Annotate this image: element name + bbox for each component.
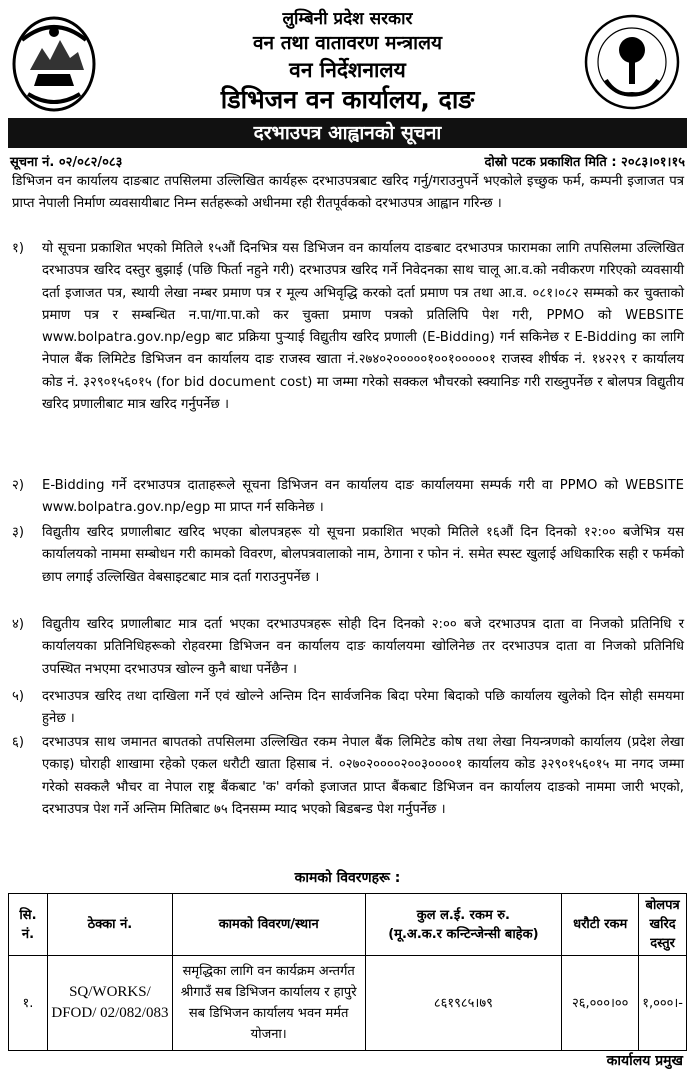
header-cost-line2: (मू.अ.क.र कन्टिन्जेन्सी बाहेक) bbox=[388, 926, 539, 942]
header-deposit: धरौटी रकम bbox=[562, 894, 639, 956]
header-cost-line1: कुल ल.ई. रकम रु. bbox=[416, 907, 510, 923]
item-text: विद्युतीय खरिद प्रणालीबाट मात्र दर्ता भएका दरभाउपत्रहरू सोही दिन दिनको २:०० बजे दरभाउपत्र दाता वा निजको प्रतिनिधि र कार्यालयका प्रतिनिधिहरूको रोहवरमा डिभिजन वन कार्यालय दाङ कार्यालयमा खोलिनेछ तर दरभाउपत्र दाता वा निजको प्रतिनिधि उपस्थित नभएमा दरभाउपत्र खोल्न कुनै बाधा पर्नेछैन । bbox=[42, 617, 684, 677]
header-description: कामको विवरण/स्थान bbox=[172, 894, 365, 956]
row-description: समृद्धिका लागि वन कार्यक्रम अन्तर्गत श्रीगाउँ सब डिभिजन कार्यालय र हापुरे सब डिभिजन कार्यालय भवन मर्मत योजना। bbox=[172, 956, 365, 1051]
intro-paragraph: डिभिजन वन कार्यालय दाङबाट तपसिलमा उल्लिखित कार्यहरू दरभाउपत्रबाट खरिद गर्नु/गराउनुपर्ने भएकोले इच्छुक फर्म, कम्पनी इजाजत पत्र प्राप्त नेपाली निर्माण व्यवसायीबाट निम्न सर्तहरूको अधीनमा रही रीतपूर्वकको दरभाउपत्र आह्वान गरिन्छ । bbox=[12, 174, 684, 212]
row-contract: SQ/WORKS/ DFOD/ 02/082/083 bbox=[47, 956, 172, 1051]
item-text: दरभाउपत्र खरिद तथा दाखिला गर्ने एवं खोल्ने अन्तिम दिन सार्वजनिक बिदा परेमा बिदाको पछि कार्यालय खुलेको दिन सोही समयमा हुनेछ । bbox=[42, 689, 684, 727]
condition-item bbox=[12, 686, 684, 732]
item-text: यो सूचना प्रकाशित भएको मितिले १५औं दिनभित्र यस डिभिजन वन कार्यालय दाङबाट दरभाउपत्र फारामका लागि तपसिलमा उल्लिखित दरभाउपत्र खरिद दस्तुर बुझाई (पछि फिर्ता नहुने गरी) दरभाउपत्र खरिद गर्ने निवेदनका साथ चालू आ.व.को नवीकरण गरिएको व्यवसायी दर्ता इजाजत पत्र, स्थायी लेखा नम्बर प्रमाण पत्र र मूल्य अभिवृद्धि करको दर्ता प्रमाण पत्र तथा आ.व. ०८१।०८२ सम्मको कर चुक्ताको प्रमाण पत्र र सम्बन्धित न.पा/गा.पा.को कर चुक्ता प्रमाण पत्रको प्रतिलिपि पेश गरी, PPMO को WEBSITE www.bolpatra.gov.np/egp बाट प्रक्रिया पुऱ्याई विद्युतीय खरिद प्रणाली (E-Bidding) गर्न सकिनेछ र E-Bidding का लागि नेपाल बैंक लिमिटेड डिभिजन वन कार्यालय दाङ राजस्व खाता नं.२७४०२०००००१००१०००००१ राजस्व शीर्षक नं. १४२२९ र कार्यालय कोड नं. ३२९०१५६०१५ (for bid document cost) मा जम्मा गरेको सक्कल भौचरको स्क्यानिङ गरी राख्नुपर्नेछ र बोलपत्र विद्युतीय खरिद प्रणालीबाट मात्र खरिद गर्नुपर्नेछ । bbox=[42, 241, 684, 413]
works-subtitle: कामको विवरणहरू : bbox=[294, 870, 401, 886]
row-sn: १. bbox=[9, 956, 48, 1051]
office-chief-signature: कार्यालय प्रमुख bbox=[606, 1053, 683, 1069]
item-number: १) bbox=[12, 241, 25, 256]
row-fee: १,०००।- bbox=[639, 956, 687, 1051]
works-table bbox=[8, 893, 687, 1051]
item-text: दरभाउपत्र साथ जमानत बापतको तपसिलमा उल्लिखित रकम नेपाल बैंक लिमिटेड कोष तथा लेखा नियन्त्रणको कार्यालय (प्रदेश लेखा एकाइ) घोराही शाखामा रहेको एकल धरौटी खाता हिसाब नं. ०२७०२००००२००३००००१ कार्यालय कोड ३२९०१५६०१५ मा नगद जम्मा गरेको सक्कलै भौचर वा नेपाल राष्ट्र बैंकबाट 'क' वर्गको इजाजत प्राप्त बैंकबाट डिभिजन वन कार्यालय दाङको नाममा जारी भएको, दरभाउपत्र पेश गर्ने अन्तिम मितिबाट ७५ दिनसम्म म्याद भएको बिडबन्ड पेश गर्नुपर्नेछ । bbox=[42, 735, 684, 817]
province-name: लुम्बिनी प्रदेश सरकार bbox=[282, 9, 413, 29]
table-header-row bbox=[9, 894, 687, 956]
item-number: ३) bbox=[12, 525, 25, 540]
item-number: ५) bbox=[12, 689, 25, 704]
condition-item bbox=[12, 732, 684, 821]
header-fee: बोलपत्र खरिद दस्तुर bbox=[639, 894, 687, 956]
header-contract: ठेक्का नं. bbox=[47, 894, 172, 956]
item-number: ४) bbox=[12, 617, 25, 632]
nepal-emblem-icon bbox=[8, 10, 100, 114]
table-row bbox=[9, 956, 687, 1051]
publish-date: दोस्रो पटक प्रकाशित मिति : २०८३।०१।१५ bbox=[484, 155, 685, 170]
item-number: २) bbox=[12, 478, 25, 493]
forest-logo-icon bbox=[582, 12, 682, 112]
conditions-list bbox=[12, 238, 684, 821]
ministry-name: वन तथा वातावरण मन्त्रालय bbox=[252, 32, 442, 54]
item-number: ६) bbox=[12, 735, 25, 750]
condition-item bbox=[12, 238, 684, 475]
item-text: E-Bidding गर्ने दरभाउपत्र दाताहरूले सूचना डिभिजन वन कार्यालय दाङ कार्यालयमा सम्पर्क गरी वा PPMO को WEBSITE www.bolpatra.gov.np/egp मा प्राप्त गर्न सकिनेछ । bbox=[42, 478, 684, 516]
condition-item bbox=[12, 475, 684, 522]
letterhead bbox=[0, 0, 695, 120]
notice-number: सूचना नं. ०२/०८२/०८३ bbox=[10, 155, 123, 170]
row-cost: ८६१९८५।७९ bbox=[365, 956, 562, 1051]
office-name: डिभिजन वन कार्यालय, दाङ bbox=[220, 85, 475, 114]
item-text: विद्युतीय खरिद प्रणालीबाट खरिद भएका बोलपत्रहरू यो सूचना प्रकाशित भएको मितिले १६औं दिन दिनको १२:०० बजेभित्र यस कार्यालयको नाममा सम्बोधन गरी कामको विवरण, बोलपत्रवालाको नाम, ठेगाना र फोन नं. समेत स्पस्ट खुलाई अधिकारिक सही र फर्मको छाप लगाई उल्लिखित वेबसाइटबाट मात्र दर्ता गराउनुपर्नेछ । bbox=[42, 525, 684, 585]
notice-meta bbox=[10, 152, 685, 170]
header-sn: सि. नं. bbox=[9, 894, 48, 956]
header-cost bbox=[365, 894, 562, 956]
condition-item bbox=[12, 522, 684, 614]
notice-banner: दरभाउपत्र आह्वानको सूचना bbox=[8, 118, 687, 148]
directorate-name: वन निर्देशनालय bbox=[289, 58, 406, 82]
row-deposit: २६,०००।०० bbox=[562, 956, 639, 1051]
condition-item bbox=[12, 614, 684, 686]
